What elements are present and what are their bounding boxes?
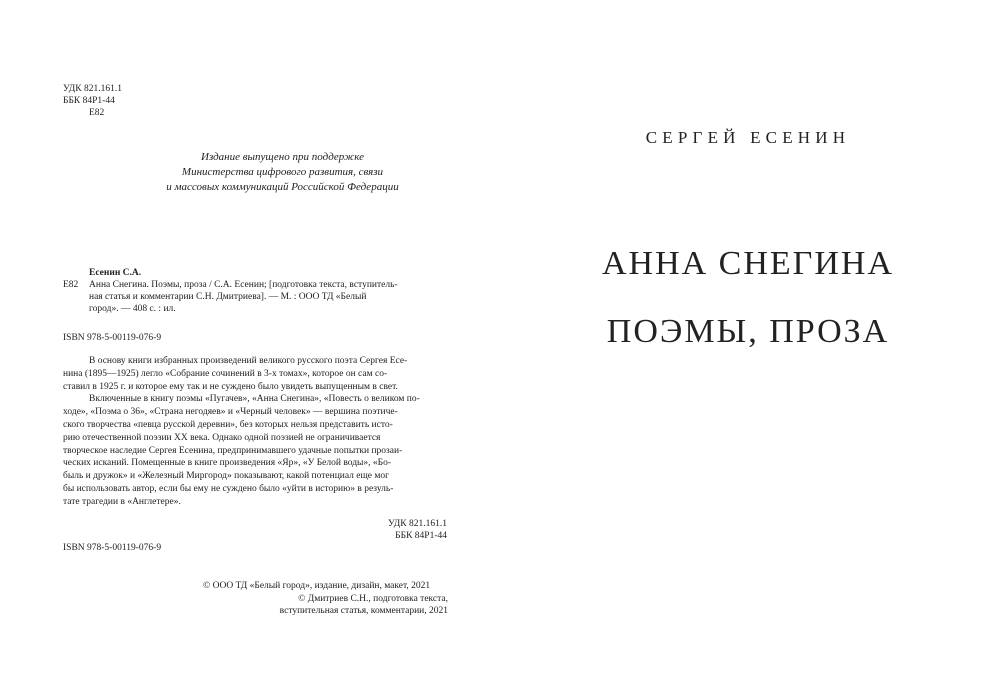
catalog-author: Есенин С.А. [89, 268, 142, 278]
catalog-entry [63, 267, 458, 315]
isbn-bottom: ISBN 978-5-00119-076-9 [63, 543, 162, 553]
annotation-line: Включенные в книгу поэмы «Пугачев», «Анна Снегина», «Повесть о великом по- [89, 394, 420, 405]
copyright-line: © ООО ТД «Белый город», издание, дизайн, макет, 2021 [203, 581, 431, 591]
support-line: и массовых коммуникаций Российской Федерации [166, 181, 399, 193]
catalog-line: Анна Снегина. Поэмы, проза / С.А. Есенин; [подготовка текста, вступитель- [89, 280, 398, 290]
udk-code: УДК 821.161.1 [63, 84, 122, 94]
catalog-line: ная статья и комментарии С.Н. Дмитриева]. — М. : ООО ТД «Белый [89, 292, 367, 302]
classification-codes [388, 518, 447, 542]
annotation-line: творческое наследие Сергея Есенина, предпринимавшего удачные попытки прозаи- [63, 445, 403, 456]
book-author: СЕРГЕЙ ЕСЕНИН [645, 128, 851, 147]
annotation-line: бы использовать автор, если бы ему не суждено было «уйти в историю» в резуль- [63, 483, 394, 494]
annotation-line: тате трагедии в «Англетере». [63, 496, 181, 507]
catalog-mark: Е82 [63, 280, 79, 290]
annotation-line: ческих исканий. Помещенные в книге произведения «Яр», «У Белой воды», «Бо- [63, 458, 392, 469]
annotation-line: быль и дружок» и «Железный Миргород» показывают, какой потенциал еще мог [63, 471, 390, 482]
annotation-line: ского творчества «певца русской деревни», без которых нельзя представить исто- [63, 419, 393, 430]
support-line: Издание выпущено при поддержке [201, 151, 364, 163]
book-title: АННА СНЕГИНА [601, 245, 895, 282]
annotation [63, 355, 458, 509]
annotation-line: ходе», «Поэма о 36», «Страна негодяев» и «Черный человек» — вершина поэтиче- [63, 407, 398, 418]
bbk-code: ББК 84Р1-44 [63, 96, 115, 106]
catalog-line: город». — 408 с. : ил. [89, 304, 176, 314]
title-page [495, 0, 1001, 689]
book-subtitle: ПОЭМЫ, ПРОЗА [606, 313, 890, 350]
catalog-description [63, 279, 458, 315]
annotation-line: ставил в 1925 г. и которое ему так и не суждено было увидеть выпущенным в свет. [63, 381, 398, 392]
copyright-block [203, 580, 448, 618]
author-mark: Е82 [89, 108, 105, 118]
support-line: Министерства цифрового развития, связи [181, 166, 384, 178]
support-notice [140, 150, 425, 195]
annotation-line: рию отечественной поэзии XX века. Однако одной поэзией не ограничивается [63, 432, 381, 443]
annotation-line: нина (1895—1925) легло «Собрание сочинений в 3-х томах», которое он сам со- [63, 368, 388, 379]
bbk-code: ББК 84Р1-44 [395, 531, 447, 541]
copyright-line: вступительная статья, комментарии, 2021 [279, 606, 448, 616]
isbn-top: ISBN 978-5-00119-076-9 [63, 333, 162, 343]
imprint-page [0, 0, 495, 689]
udk-block [63, 83, 122, 119]
udk-code: УДК 821.161.1 [388, 519, 447, 529]
copyright-line: © Дмитриев С.Н., подготовка текста, [298, 593, 448, 604]
annotation-line: В основу книги избранных произведений великого русского поэта Сергея Есе- [89, 356, 408, 366]
